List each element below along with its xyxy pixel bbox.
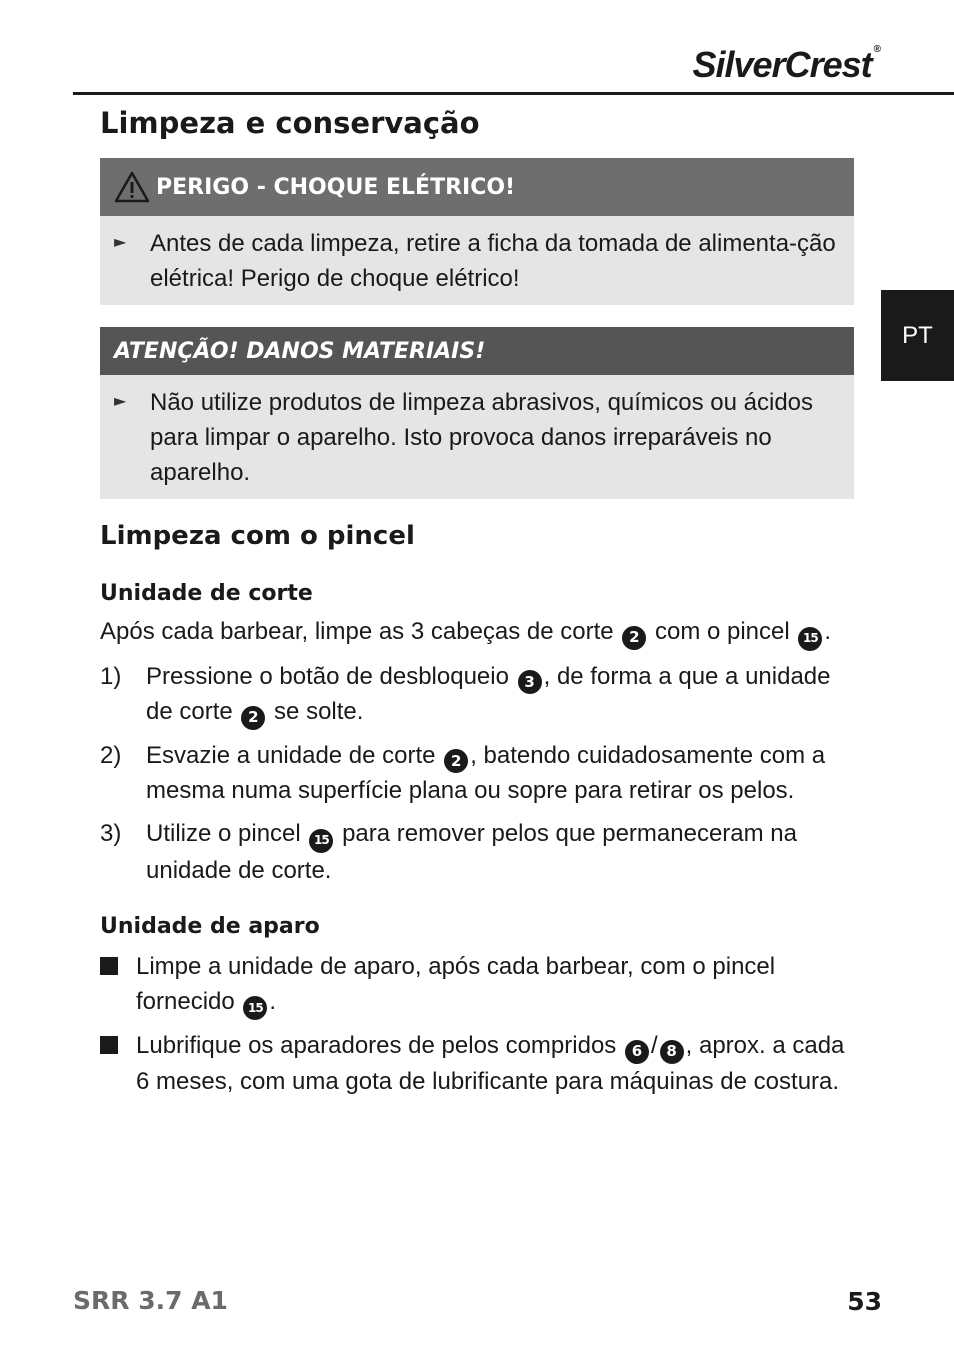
model-number: SRR 3.7 A1 xyxy=(73,1286,228,1315)
arrow-bullet-icon: ► xyxy=(114,391,127,410)
danger-box xyxy=(100,158,854,305)
list-item: Lubrifique os aparadores de pelos compridos 6 / 8 , aprox. a cada 6 meses, com uma gota de lubrificante para máquinas de costura. xyxy=(100,1028,854,1099)
cutting-unit-title: Unidade de corte xyxy=(100,581,313,606)
arrow-bullet-icon: ► xyxy=(114,232,127,251)
ref-15-icon: 15 xyxy=(243,996,267,1020)
step-item: 1) Pressione o botão de desbloqueio 3 , de forma a que a unidade de corte 2 se solte. xyxy=(100,659,854,730)
warning-triangle-icon xyxy=(114,171,150,203)
ref-2-icon: 2 xyxy=(622,626,646,650)
list-item: Limpe a unidade de aparo, após cada barbear, com o pincel fornecido 15 . xyxy=(100,949,854,1021)
attention-text: Não utilize produtos de limpeza abrasivos, químicos ou ácidos para limpar o aparelho. Isto provoca danos irreparáveis no aparelho. xyxy=(150,389,814,486)
page-number: 53 xyxy=(847,1287,882,1316)
language-tab: PT xyxy=(881,290,954,381)
trimmer-unit-title: Unidade de aparo xyxy=(100,913,320,939)
ref-15-icon: 15 xyxy=(798,627,822,651)
danger-text: Antes de cada limpeza, retire a ficha da tomada de alimenta-ção elétrica! Perigo de choque elétrico! xyxy=(150,230,836,292)
danger-heading: PERIGO - CHOQUE ELÉTRICO! xyxy=(100,158,854,216)
page-title: Limpeza e conservação xyxy=(100,106,480,140)
step-item: 3) Utilize o pincel 15 para remover pelos que permaneceram na unidade de corte. xyxy=(100,820,797,884)
square-bullet-icon xyxy=(100,957,118,975)
ref-2-icon: 2 xyxy=(241,706,265,730)
step-item: 2) Esvazie a unidade de corte 2 , batendo cuidadosamente com a mesma numa superfície plana ou sopre para retirar os pelos. xyxy=(100,741,826,804)
ref-2-icon: 2 xyxy=(444,749,468,773)
attention-box xyxy=(100,327,854,499)
square-bullet-icon xyxy=(100,1036,118,1054)
cutting-unit-intro: Após cada barbear, limpe as 3 cabeças de corte 2 com o pincel 15 . xyxy=(100,614,854,651)
section-title: Limpeza com o pincel xyxy=(100,521,415,551)
ref-6-icon: 6 xyxy=(625,1040,649,1064)
ref-8-icon: 8 xyxy=(660,1040,684,1064)
ref-15-icon: 15 xyxy=(309,829,333,853)
ref-3-icon: 3 xyxy=(518,670,542,694)
page-content xyxy=(100,106,854,1099)
brand-logo: SilverCrest ® xyxy=(692,44,880,85)
attention-heading: ATENÇÃO! DANOS MATERIAIS! xyxy=(100,327,854,375)
header-rule xyxy=(73,92,954,95)
